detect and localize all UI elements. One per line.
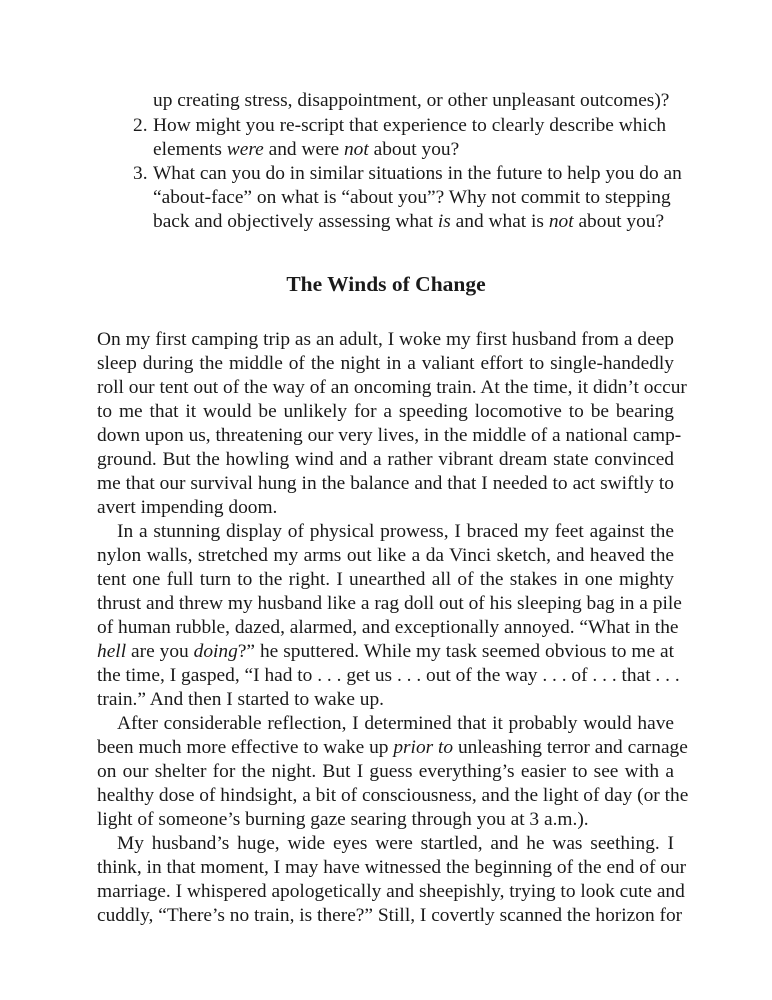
emphasis-hell: hell xyxy=(97,641,127,662)
paragraph-3-line: light of someone’s burning gaze searing through you at 3 a.m.). xyxy=(97,809,589,830)
list-item-2-line-2 xyxy=(153,138,459,162)
paragraph-2-line: thrust and threw my husband like a rag doll out of his sleeping bag in a pile xyxy=(97,593,682,614)
list-item-3-line-1: What can you do in similar situations in the future to help you do an xyxy=(153,163,682,184)
paragraph-4-line: marriage. I whispered apologetically and sheepishly, trying to look cute and xyxy=(97,881,685,902)
paragraph-3-line: on our shelter for the night. But I guess everything’s easier to see with a xyxy=(97,761,674,782)
paragraph-2-line: tent one full turn to the right. I unearthed all of the stakes in one mighty xyxy=(97,569,674,590)
text-run: been much more effective to wake up xyxy=(97,737,394,758)
paragraph-2-line: of human rubble, dazed, alarmed, and exceptionally annoyed. “What in the xyxy=(97,617,679,638)
paragraph-3-line: After considerable reflection, I determined that it probably would have xyxy=(117,713,674,734)
paragraph-2-line: nylon walls, stretched my arms out like a da Vinci sketch, and heaved the xyxy=(97,545,674,566)
paragraph-4-line: think, in that moment, I may have witnessed the beginning of the end of our xyxy=(97,857,687,878)
section-heading: The Winds of Change xyxy=(286,272,486,296)
text-run: and what is xyxy=(450,211,549,232)
emphasis-were: were xyxy=(226,139,264,160)
emphasis-doing: doing xyxy=(193,641,238,662)
paragraph-1-line: roll our tent out of the way of an oncoming train. At the time, it didn’t occur xyxy=(97,377,687,398)
paragraph-2-line: train.” And then I started to wake up. xyxy=(97,689,385,710)
paragraph-4-line: cuddly, “There’s no train, is there?” Still, I covertly scanned the horizon for xyxy=(97,905,683,926)
text-run: about you? xyxy=(573,211,665,232)
text-run: and were xyxy=(263,139,344,160)
emphasis-not: not xyxy=(548,211,574,232)
paragraph-1-line: On my first camping trip as an adult, I woke my first husband from a deep xyxy=(97,329,674,350)
emphasis-prior-to: prior to xyxy=(393,737,454,758)
emphasis-is: is xyxy=(437,211,451,232)
text-run: about you? xyxy=(368,139,460,160)
paragraph-2-line: the time, I gasped, “I had to . . . get us . . . out of the way . . . of . . . that . . . xyxy=(97,665,680,686)
list-item-3-number: 3. xyxy=(133,163,148,184)
text-run: back and objectively assessing what xyxy=(153,211,438,232)
paragraph-1-line: down upon us, threatening our very lives, in the middle of a national camp- xyxy=(97,425,682,446)
paragraph-2-line xyxy=(97,640,674,664)
paragraph-2-line: In a stunning display of physical prowess, I braced my feet against the xyxy=(117,521,674,542)
text-run: are you xyxy=(126,641,194,662)
paragraph-1-line: sleep during the middle of the night in a valiant effort to single-handedly xyxy=(97,353,674,374)
emphasis-not: not xyxy=(343,139,369,160)
paragraph-1-line: me that our survival hung in the balance and that I needed to act swiftly to xyxy=(97,473,674,494)
text-run: unleashing terror and carnage xyxy=(453,737,688,758)
text-run: ?” he sputtered. While my task seemed obvious to me at xyxy=(237,641,674,662)
paragraph-3-line xyxy=(97,736,688,760)
list-item-2-line-1: How might you re-script that experience to clearly describe which xyxy=(153,115,667,136)
paragraph-1-line: to me that it would be unlikely for a speeding locomotive to be bearing xyxy=(97,401,674,422)
paragraph-1-line: avert impending doom. xyxy=(97,497,278,518)
list-item-3-line-3 xyxy=(153,210,664,234)
text-run: elements xyxy=(153,139,227,160)
paragraph-3-line: healthy dose of hindsight, a bit of consciousness, and the light of day (or the xyxy=(97,785,689,806)
list-item-3-line-2: “about-face” on what is “about you”? Why not commit to stepping xyxy=(153,187,671,208)
list-item-1-continuation: up creating stress, disappointment, or other unpleasant outcomes)? xyxy=(153,90,670,111)
paragraph-4-line: My husband’s huge, wide eyes were startled, and he was seething. I xyxy=(117,833,674,854)
list-item-2-number: 2. xyxy=(133,115,148,136)
paragraph-1-line: ground. But the howling wind and a rather vibrant dream state convinced xyxy=(97,449,674,470)
